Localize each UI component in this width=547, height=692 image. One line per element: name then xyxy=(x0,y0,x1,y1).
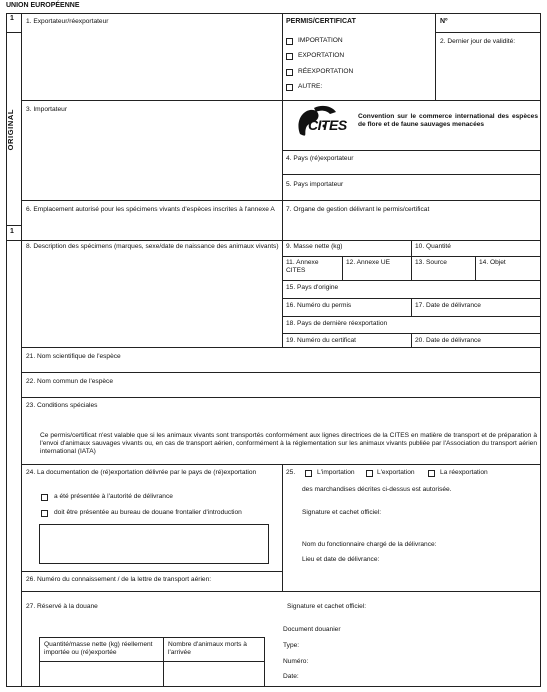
special-conditions-label: 23. Conditions spéciales xyxy=(26,402,98,409)
country-of-origin-label: 15. Pays d'origine xyxy=(286,284,339,291)
quantity-imported-field[interactable] xyxy=(40,662,162,686)
presented-checkbox[interactable] xyxy=(41,494,48,501)
importation-checkbox[interactable] xyxy=(286,38,293,45)
dead-animals-field[interactable] xyxy=(164,662,264,686)
union-header: UNION EUROPÉENNE xyxy=(6,2,80,9)
specimen-description-label: 8. Description des spécimens (marques, sexe/date de naissance des animaux vivants) xyxy=(26,243,279,250)
to-be-presented-checkbox[interactable] xyxy=(41,510,48,517)
last-reexport-country-label: 18. Pays de dernière réexportation xyxy=(286,320,388,327)
authorize-import-checkbox[interactable] xyxy=(305,470,312,477)
re-exporting-country-label: 4. Pays (ré)exportateur xyxy=(286,155,354,162)
authorize-reexport-checkbox[interactable] xyxy=(428,470,435,477)
authorized-location-label: 6. Emplacement autorisé pour les spécimens vivants d'espèces inscrites à l'annexe A xyxy=(26,206,275,213)
permit-number-field-label: 16. Numéro du permis xyxy=(286,302,352,309)
cites-logo-text: CITES xyxy=(308,117,347,133)
page-number-bottom: 1 xyxy=(10,228,14,235)
cites-logo xyxy=(294,104,346,142)
documentation-field[interactable] xyxy=(40,525,268,563)
quantity-label: 10. Quantité xyxy=(415,243,451,250)
customs-signature-label: Signature et cachet officiel: xyxy=(287,603,367,610)
special-conditions-text: Ce permis/certificat n'est valable que si les animaux vivants sont transportés conformément aux lignes directrices de la CITES en matière de transport et de préparation à l'envoi d'animaux sauvages vivants ou, en cas de transport aérien, conformément à la réglementation sur les animaux vivants publiée par l'Association du transport aérien international (IATA) xyxy=(40,432,537,456)
exportation-checkbox[interactable] xyxy=(286,53,293,60)
authorize-import-label: L'importation xyxy=(317,469,355,476)
customs-reserved-label: 27. Réservé à la douane xyxy=(26,603,98,610)
authorize-export-label: L'exportation xyxy=(377,469,415,476)
importer-field[interactable] xyxy=(22,116,281,199)
importation-option: IMPORTATION xyxy=(298,37,343,44)
common-name-label: 22. Nom commun de l'espèce xyxy=(26,378,114,385)
bill-of-lading-label: 26. Numéro du connaissement / de la lettre de transport aérien: xyxy=(26,576,212,583)
certificate-number-label: 19. Numéro du certificat xyxy=(286,337,356,344)
exportation-option: EXPORTATION xyxy=(298,52,345,59)
importing-country-label: 5. Pays importateur xyxy=(286,181,344,188)
exporter-field[interactable] xyxy=(22,28,281,99)
issuing-place-date-label: Lieu et date de délivrance: xyxy=(302,556,380,563)
authorization-statement: des marchandises décrites ci-dessus est autorisée. xyxy=(302,486,452,493)
reexportation-option: RÉEXPORTATION xyxy=(298,68,354,75)
cites-convention-text: Convention sur le commerce international des espèces de flore et de faune sauvages menacées xyxy=(358,113,538,129)
source-label: 13. Source xyxy=(415,259,447,266)
management-authority-label: 7. Organe de gestion délivrant le permis/certificat xyxy=(286,206,430,213)
other-checkbox[interactable] xyxy=(286,84,293,91)
scientific-name-label: 21. Nom scientifique de l'espèce xyxy=(26,353,121,360)
permit-title: PERMIS/CERTIFICAT xyxy=(286,18,356,25)
customs-date-label: Date: xyxy=(283,673,299,680)
permit-number-label: Nº xyxy=(440,18,448,25)
authorization-number: 25. xyxy=(286,469,296,476)
issuing-signature-label: Signature et cachet officiel: xyxy=(302,509,382,516)
reexport-documentation-label: 24. La documentation de (ré)exportation délivrée par le pays de (ré)exportation xyxy=(26,469,257,476)
to-be-presented-option: doit être présentée au bureau de douane frontalier d'introduction xyxy=(54,509,242,516)
original-label: ORIGINAL xyxy=(6,108,16,151)
customs-number-label: Numéro: xyxy=(283,658,309,665)
eu-annex-label: 12. Annexe UE xyxy=(346,259,390,266)
importer-label: 3. Importateur xyxy=(26,106,68,113)
customs-type-label: Type: xyxy=(283,642,300,649)
customs-document-label: Document douanier xyxy=(283,626,341,633)
validity-label: 2. Dernier jour de validité: xyxy=(440,38,516,45)
permit-date-label: 17. Date de délivrance xyxy=(415,302,481,309)
dead-animals-header: Nombre d'animaux morts à l'arrivée xyxy=(168,641,247,657)
quantity-imported-header: Quantité/masse nette (kg) réellement importée ou (ré)exportée xyxy=(44,641,153,657)
net-mass-label: 9. Masse nette (kg) xyxy=(286,243,343,250)
other-option: AUTRE: xyxy=(298,83,323,90)
authorize-export-checkbox[interactable] xyxy=(366,470,373,477)
issuing-official-label: Nom du fonctionnaire chargé de la délivrance: xyxy=(302,541,437,548)
exporter-label: 1. Exportateur/réexportateur xyxy=(26,18,109,25)
authorize-reexport-label: La réexportation xyxy=(440,469,488,476)
page-number-top: 1 xyxy=(10,15,14,22)
presented-option: a été présentée à l'autorité de délivrance xyxy=(54,493,173,500)
certificate-date-label: 20. Date de délivrance xyxy=(415,337,481,344)
purpose-label: 14. Objet xyxy=(479,259,506,266)
cites-appendix-label: 11. Annexe CITES xyxy=(286,259,319,275)
reexportation-checkbox[interactable] xyxy=(286,69,293,76)
